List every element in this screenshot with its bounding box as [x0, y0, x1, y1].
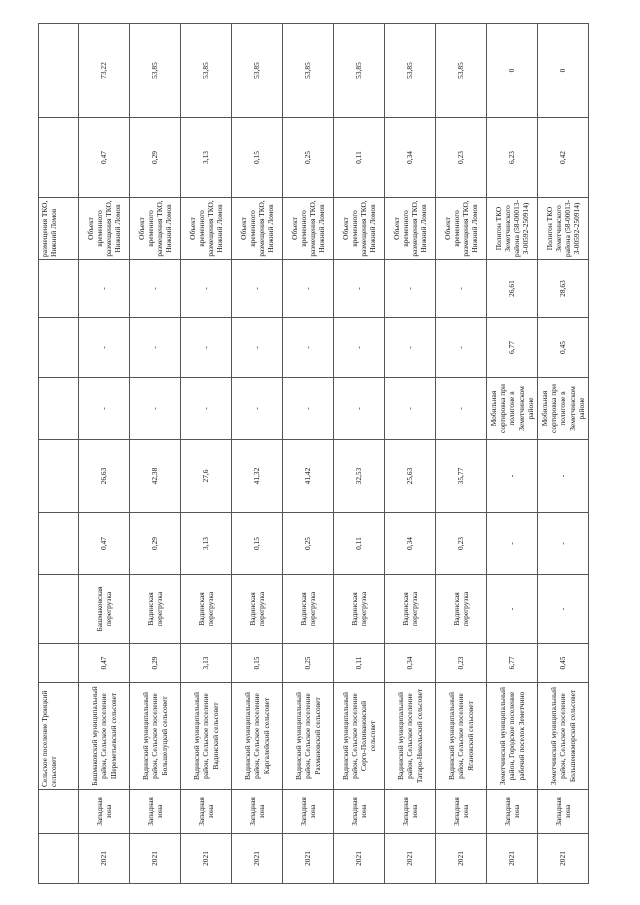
table-cell-year: 2021 — [385, 834, 436, 884]
table-row — [538, 24, 589, 884]
table-cell-c12: 0,42 — [538, 118, 589, 198]
table-cell-c10: - — [334, 260, 385, 318]
table-cell-c9: - — [181, 318, 232, 378]
table-cell-settlement: Башмаковский муниципальный район, Сельское поселение Шереметьевский сельсовет — [79, 683, 130, 790]
table-cell-settlement: Вадинский муниципальный район, Сельское поселение Рахмановский сельсовет — [283, 683, 334, 790]
table-cell-c12: 0,29 — [130, 118, 181, 198]
table-cell-c10 — [39, 260, 79, 318]
table-cell-c4: 3,13 — [181, 644, 232, 683]
table-cell-c4: 0,34 — [385, 644, 436, 683]
table-cell-c12: 0,34 — [385, 118, 436, 198]
table-cell-zone: Западная зона — [487, 790, 538, 834]
table-cell-zone: Западная зона — [283, 790, 334, 834]
table-row — [385, 24, 436, 884]
table-cell-c5: Вадинская перегрузка — [130, 575, 181, 644]
table-cell-c4: 0,15 — [232, 644, 283, 683]
table-cell-c6: 0,23 — [436, 513, 487, 575]
table-cell-zone: Западная зона — [79, 790, 130, 834]
table-cell-c9: 6,77 — [487, 318, 538, 378]
table-cell-settlement: Вадинский муниципальный район, Сельское поселение Татаро-Никольский сельсовет — [385, 683, 436, 790]
table-cell-c13: 53,85 — [385, 24, 436, 118]
table-cell-c8: - — [436, 378, 487, 440]
table-cell-c9: - — [79, 318, 130, 378]
table-row — [79, 24, 130, 884]
table-cell-settlement: Вадинский муниципальный район, Сельское поселение Ягановский сельсовет — [436, 683, 487, 790]
table-cell-c6: - — [487, 513, 538, 575]
table-cell-c9: - — [130, 318, 181, 378]
table-cell-year — [39, 834, 79, 884]
table-cell-c7: 26,63 — [79, 440, 130, 513]
table-cell-year: 2021 — [130, 834, 181, 884]
table-cell-c12 — [39, 118, 79, 198]
table-cell-zone: Западная зона — [385, 790, 436, 834]
table-cell-year: 2021 — [436, 834, 487, 884]
table-cell-c12: 0,25 — [283, 118, 334, 198]
table-cell-c4: 6,77 — [487, 644, 538, 683]
table-cell-c12: 0,23 — [436, 118, 487, 198]
table-cell-zone: Западная зона — [436, 790, 487, 834]
table-cell-c9 — [39, 318, 79, 378]
table-cell-c10: 26,61 — [487, 260, 538, 318]
table-cell-c10: - — [79, 260, 130, 318]
table-cell-c13: 53,85 — [181, 24, 232, 118]
table-cell-c13: 53,85 — [334, 24, 385, 118]
table-cell-zone: Западная зона — [232, 790, 283, 834]
table-cell-c12: 3,13 — [181, 118, 232, 198]
table-cell-c12: 0,47 — [79, 118, 130, 198]
table-cell-year: 2021 — [283, 834, 334, 884]
table-cell-c5: - — [538, 575, 589, 644]
table-cell-year: 2021 — [181, 834, 232, 884]
table-cell-c6: 0,11 — [334, 513, 385, 575]
table-cell-c8: - — [283, 378, 334, 440]
table-cell-zone: Западная зона — [334, 790, 385, 834]
table-cell-settlement: Земетчинский муниципальный район, Городское поселение рабочий поселок Земетчино — [487, 683, 538, 790]
table-cell-c6: 3,13 — [181, 513, 232, 575]
table-cell-c11: Полигон ТКО Земетчинского района (58-00013-З-00592-250914) — [538, 198, 589, 260]
table-cell-c5: Вадинская перегрузка — [436, 575, 487, 644]
table-cell-c7: 42,38 — [130, 440, 181, 513]
table-row — [283, 24, 334, 884]
table-cell-c6: - — [538, 513, 589, 575]
table-body — [39, 24, 589, 884]
table-cell-c4: 0,23 — [436, 644, 487, 683]
table-cell-c5: Вадинская перегрузка — [181, 575, 232, 644]
table-cell-c5: Вадинская перегрузка — [232, 575, 283, 644]
table-cell-c7 — [39, 440, 79, 513]
table-cell-c7: - — [487, 440, 538, 513]
table-row — [436, 24, 487, 884]
table-cell-c4 — [39, 644, 79, 683]
table-cell-settlement: Земетчинский муниципальный район, Сельское поселение Большеижморский сельсовет — [538, 683, 589, 790]
table-row — [232, 24, 283, 884]
table-cell-c8: - — [130, 378, 181, 440]
table-cell-c8: Мобильная сортировка при полигоне в Земетчинском районе — [538, 378, 589, 440]
table-cell-settlement: Вадинский муниципальный район, Сельское поселение Большелуцкий сельсовет — [130, 683, 181, 790]
table-cell-c11: Объект временного размещения ТКО, Нижний Ломов — [436, 198, 487, 260]
table-cell-c10: - — [385, 260, 436, 318]
table-cell-c10: - — [232, 260, 283, 318]
table-cell-c12: 0,15 — [232, 118, 283, 198]
table-cell-c11: Объект временного размещения ТКО, Нижний Ломов — [283, 198, 334, 260]
table-cell-c7: 27,6 — [181, 440, 232, 513]
table-cell-c6: 0,25 — [283, 513, 334, 575]
table-cell-year: 2021 — [79, 834, 130, 884]
table-cell-c11: Объект временного размещения ТКО, Нижний Ломов — [79, 198, 130, 260]
table-cell-year: 2021 — [232, 834, 283, 884]
table-cell-year: 2021 — [334, 834, 385, 884]
table-cell-c7: 41,42 — [283, 440, 334, 513]
table-cell-c13: 53,85 — [436, 24, 487, 118]
table-cell-c5: Вадинская перегрузка — [334, 575, 385, 644]
table-cell-c10: - — [130, 260, 181, 318]
table-cell-c8: - — [334, 378, 385, 440]
table-cell-c11: Объект временного размещения ТКО, Нижний Ломов — [181, 198, 232, 260]
table-cell-c7: 35,77 — [436, 440, 487, 513]
table-cell-c11: Объект временного размещения ТКО, Нижний Ломов — [385, 198, 436, 260]
table-cell-c11: Полигон ТКО Земетчинского района (58-00013-З-00592-250914) — [487, 198, 538, 260]
table-cell-c8: Мобильная сортировка при полигоне в Земетчинском районе — [487, 378, 538, 440]
table-cell-settlement: Вадинский муниципальный район, Сельское поселение Серго-Поливановский сельсовет — [334, 683, 385, 790]
table-cell-c7: 41,32 — [232, 440, 283, 513]
table-cell-c6 — [39, 513, 79, 575]
table-cell-settlement: Сельское поселение Троицкий сельсовет — [39, 683, 79, 790]
table-cell-c13 — [39, 24, 79, 118]
table-cell-c8 — [39, 378, 79, 440]
table-cell-c13: 53,85 — [232, 24, 283, 118]
table-cell-c8: - — [385, 378, 436, 440]
table-cell-c13: 0 — [487, 24, 538, 118]
table-cell-c11: Объект временного размещения ТКО, Нижний Ломов — [232, 198, 283, 260]
table-cell-c13: 53,85 — [130, 24, 181, 118]
table-cell-zone — [39, 790, 79, 834]
table-cell-zone: Западная зона — [538, 790, 589, 834]
table-cell-c13: 53,85 — [283, 24, 334, 118]
table-cell-c13: 73,22 — [79, 24, 130, 118]
table-row — [487, 24, 538, 884]
table-cell-c4: 0,45 — [538, 644, 589, 683]
table-cell-c8: - — [232, 378, 283, 440]
table-cell-year: 2021 — [487, 834, 538, 884]
table-cell-c4: 0,47 — [79, 644, 130, 683]
waste-flow-table — [38, 23, 589, 884]
table-cell-c11: Объект временного размещения ТКО, Нижний Ломов — [130, 198, 181, 260]
table-cell-c8: - — [181, 378, 232, 440]
table-cell-c9: - — [232, 318, 283, 378]
table-cell-c9: - — [334, 318, 385, 378]
table-cell-c9: 0,45 — [538, 318, 589, 378]
table-row — [181, 24, 232, 884]
table-cell-zone: Западная зона — [181, 790, 232, 834]
table-cell-c9: - — [283, 318, 334, 378]
table-cell-c10: 28,63 — [538, 260, 589, 318]
table-cell-c9: - — [436, 318, 487, 378]
table-cell-c4: 0,25 — [283, 644, 334, 683]
table-cell-c7: - — [538, 440, 589, 513]
table-cell-c9: - — [385, 318, 436, 378]
table-cell-c10: - — [283, 260, 334, 318]
table-cell-year: 2021 — [538, 834, 589, 884]
table-cell-c4: 0,11 — [334, 644, 385, 683]
table-cell-c7: 25,63 — [385, 440, 436, 513]
table-cell-c7: 32,53 — [334, 440, 385, 513]
table-cell-settlement: Вадинский муниципальный район, Сельское поселение Каргалейский сельсовет — [232, 683, 283, 790]
table-row — [130, 24, 181, 884]
table-cell-c8: - — [79, 378, 130, 440]
table-row — [334, 24, 385, 884]
table-cell-c5: Башмаковская перегрузка — [79, 575, 130, 644]
table-cell-c5: Вадинская перегрузка — [385, 575, 436, 644]
table-cell-c6: 0,47 — [79, 513, 130, 575]
table-cell-c12: 6,23 — [487, 118, 538, 198]
table-cell-c6: 0,34 — [385, 513, 436, 575]
rotated-table-container — [38, 24, 588, 884]
table-cell-c10: - — [181, 260, 232, 318]
table-cell-c6: 0,29 — [130, 513, 181, 575]
table-row — [39, 24, 79, 884]
table-cell-c4: 0,29 — [130, 644, 181, 683]
table-cell-zone: Западная зона — [130, 790, 181, 834]
table-cell-c5 — [39, 575, 79, 644]
table-cell-c11: Объект временного размещения ТКО, Нижний Ломов — [334, 198, 385, 260]
table-cell-c6: 0,15 — [232, 513, 283, 575]
table-cell-c10: - — [436, 260, 487, 318]
table-cell-c12: 0,11 — [334, 118, 385, 198]
table-cell-c5: Вадинская перегрузка — [283, 575, 334, 644]
table-cell-c5: - — [487, 575, 538, 644]
table-cell-c13: 0 — [538, 24, 589, 118]
table-cell-c11: размещения ТКО, Нижний Ломов — [39, 198, 79, 260]
table-cell-settlement: Вадинский муниципальный район, Сельское поселение Вадинский сельсовет — [181, 683, 232, 790]
